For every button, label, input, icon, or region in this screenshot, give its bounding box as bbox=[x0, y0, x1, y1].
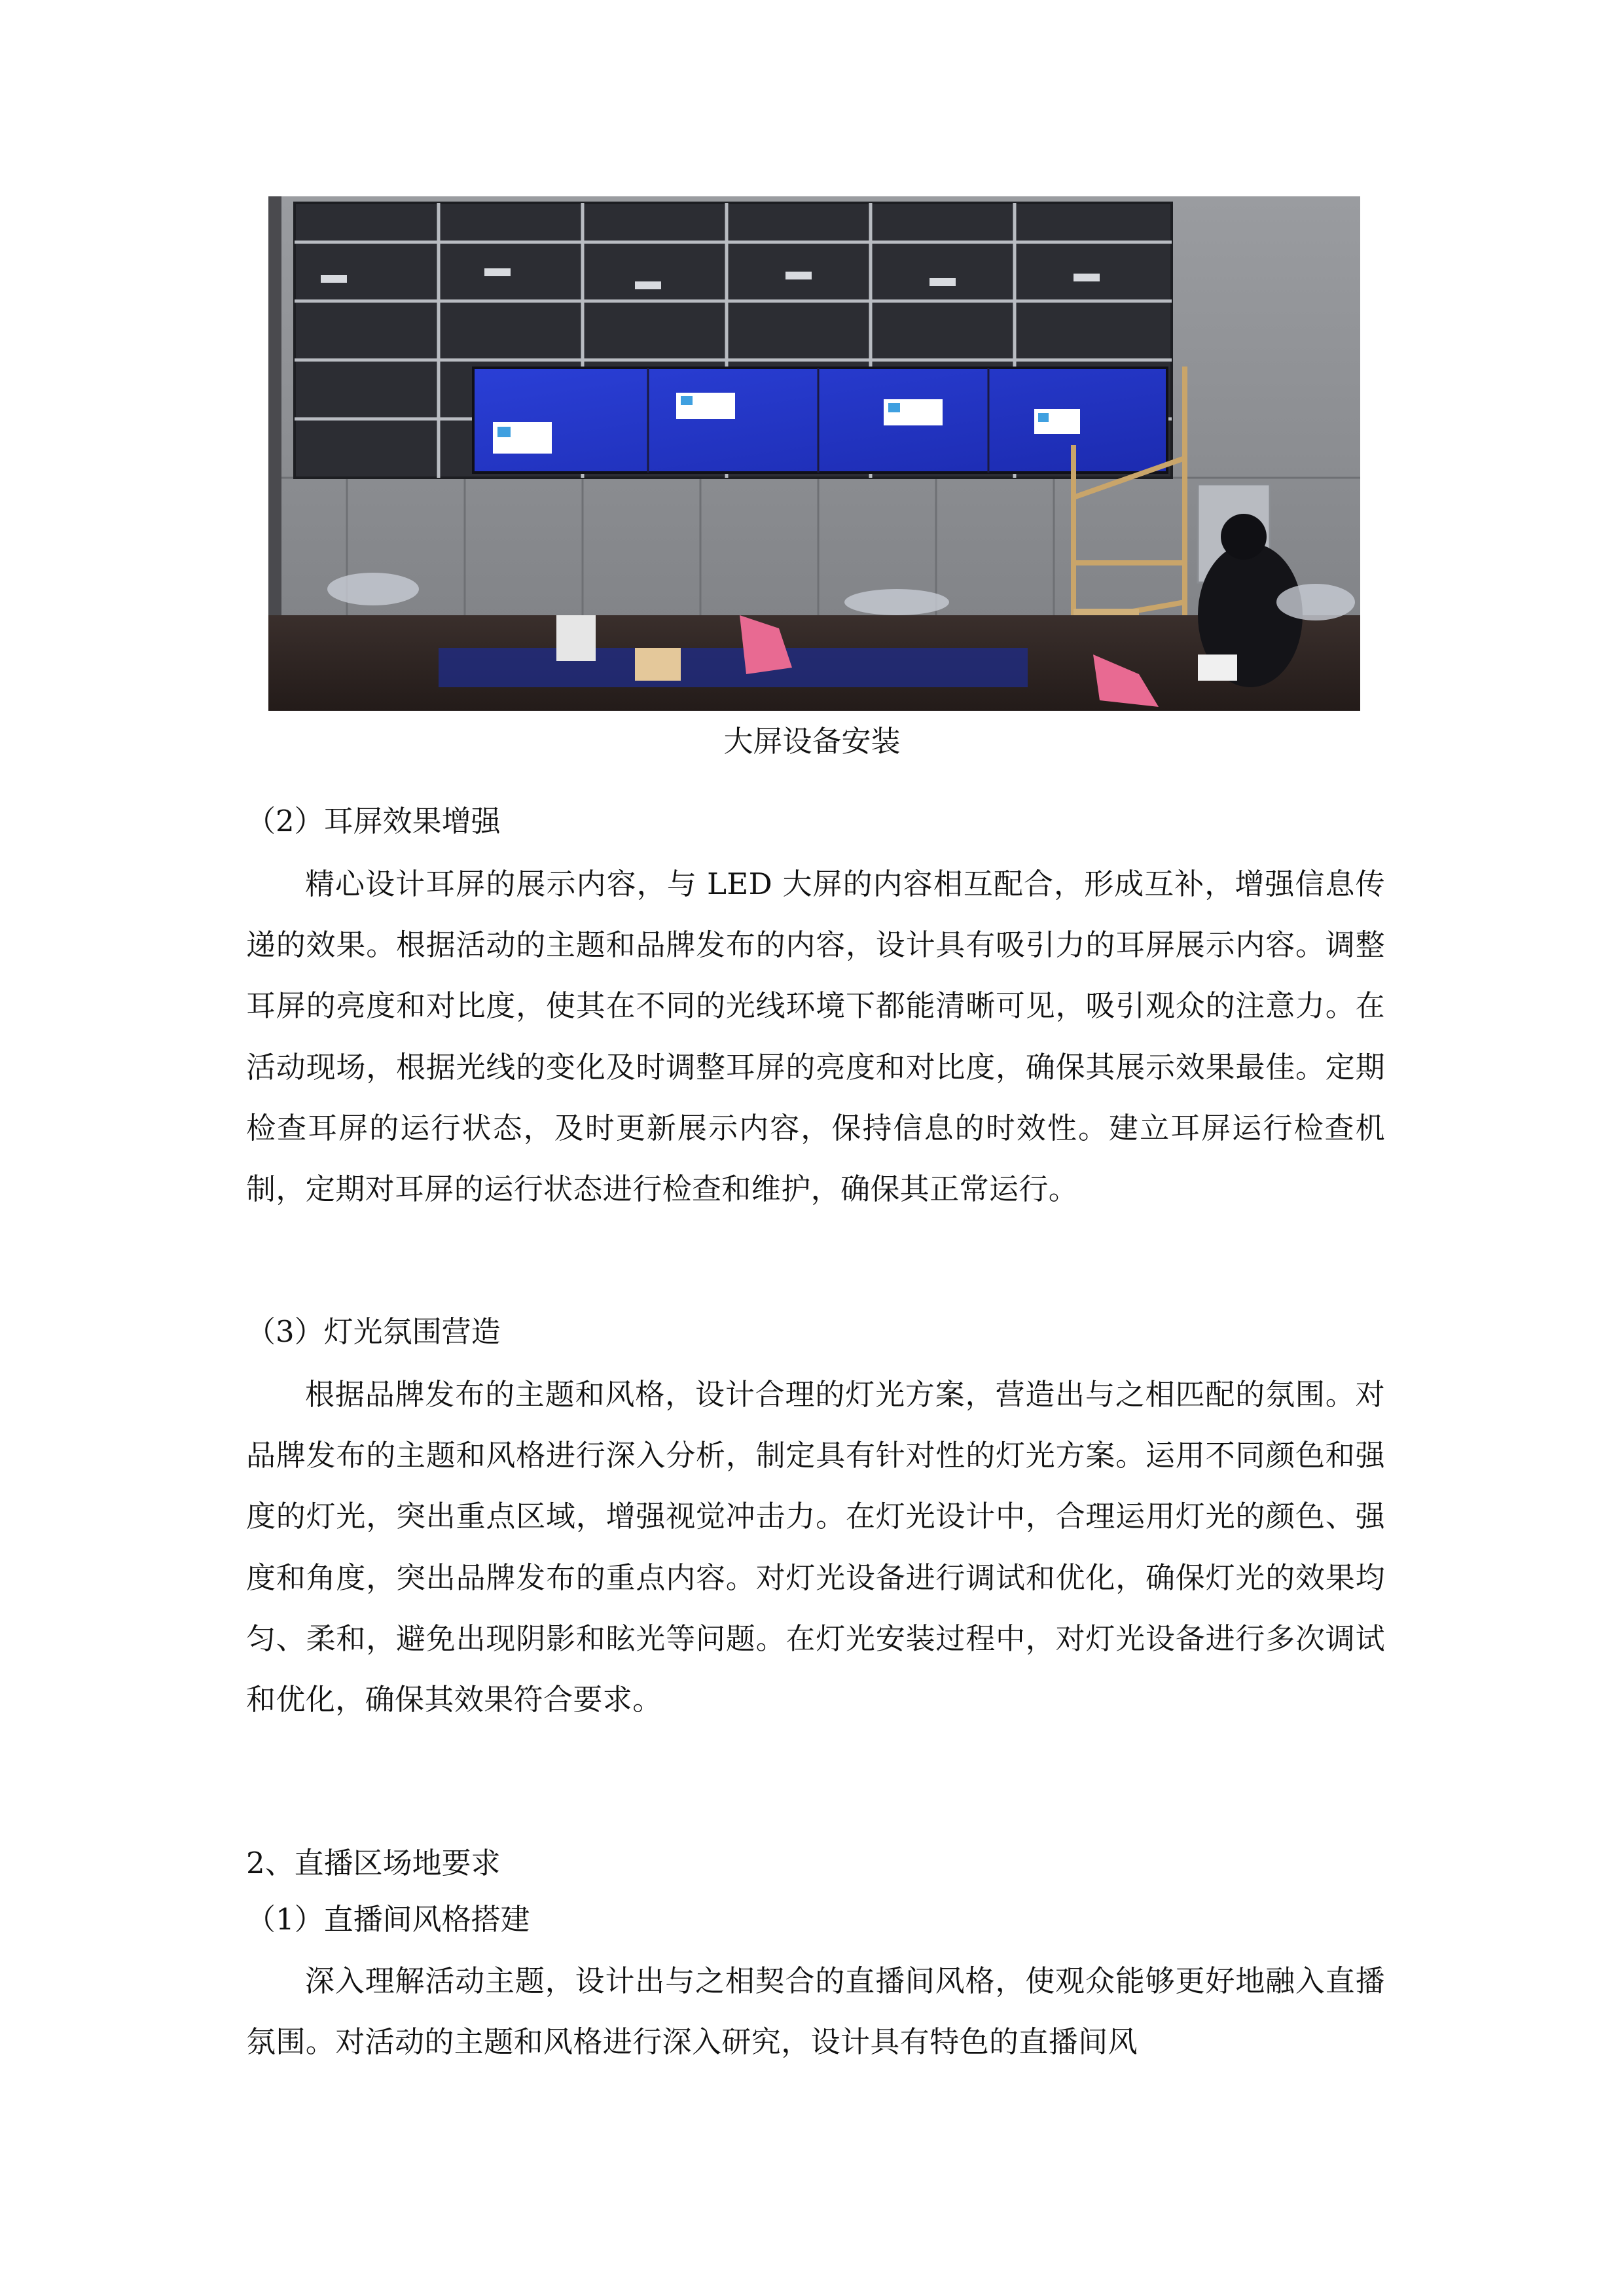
section-heading-ear-screen: （2）耳屏效果增强 bbox=[246, 804, 501, 838]
installation-photo bbox=[268, 196, 1360, 711]
paragraph-livestream-style: 深入理解活动主题，设计出与之相契合的直播间风格，使观众能够更好地融入直播氛围。对活动的主题和风格进行深入研究，设计具有特色的直播间风 bbox=[246, 1964, 1385, 2060]
part-heading-livestream-area: 2、直播区场地要求 bbox=[246, 1846, 501, 1880]
paragraph-ear-screen: 精心设计耳屏的展示内容，与 LED 大屏的内容相互配合，形成互补，增强信息传递的效果。根据活动的主题和品牌发布的内容，设计具有吸引力的耳屏展示内容。调整耳屏的亮度和对比度，使其在不同的光线环境下都能清晰可见，吸引观众的注意力。在活动现场，根据光线的变化及时调整耳屏的亮度和对比度，确保其展示效果最佳。定期检查耳屏的运行状态，及时更新展示内容，保持信息的时效性。建立耳屏运行检查机制，定期对耳屏的运行状态进行检查和维护，确保其正常运行。 bbox=[246, 867, 1385, 1207]
paragraph-lighting: 根据品牌发布的主题和风格，设计合理的灯光方案，营造出与之相匹配的氛围。对品牌发布的主题和风格进行深入分析，制定具有针对性的灯光方案。运用不同颜色和强度的灯光，突出重点区域，增强视觉冲击力。在灯光设计中，合理运用灯光的颜色、强度和角度，突出品牌发布的重点内容。对灯光设备进行调试和优化，确保灯光的效果均匀、柔和，避免出现阴影和眩光等问题。在灯光安装过程中，对灯光设备进行多次调试和优化，确保其效果符合要求。 bbox=[246, 1377, 1385, 1717]
section-heading-livestream-style: （1）直播间风格搭建 bbox=[246, 1902, 530, 1937]
figure-caption: 大屏设备安装 bbox=[723, 724, 901, 759]
section-heading-lighting: （3）灯光氛围营造 bbox=[246, 1314, 501, 1349]
